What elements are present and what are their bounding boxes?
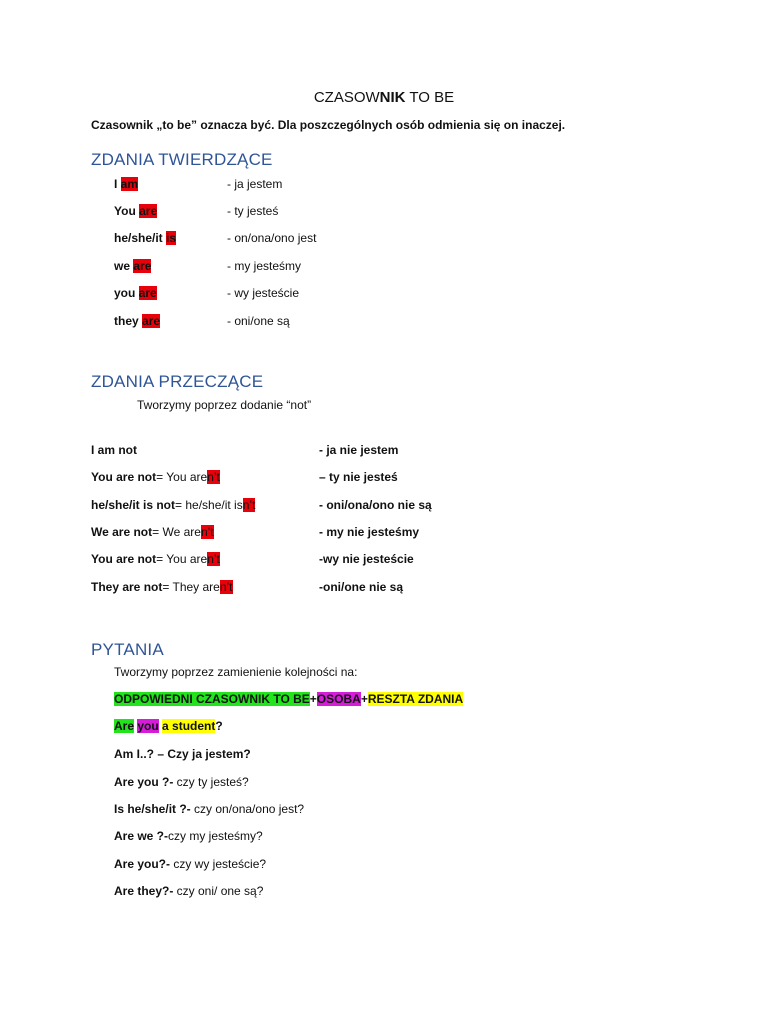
heading-questions: PYTANIA	[91, 640, 164, 659]
verb-highlight: are	[139, 204, 158, 218]
question-row: Are you ?- czy ty jesteś?	[114, 775, 249, 789]
polish-translation: - wy jesteście	[227, 286, 300, 300]
english-form: we are	[114, 259, 152, 273]
formula-verb: ODPOWIEDNI CZASOWNIK TO BE	[114, 692, 310, 706]
formula-person: OSOBA	[316, 692, 361, 706]
polish-translation: - oni/ona/ono nie są	[319, 498, 432, 512]
questions-subtitle: Tworzymy poprzez zamienienie kolejności na:	[114, 665, 358, 679]
polish-translation: -oni/one nie są	[319, 580, 404, 594]
question-row: Are we ?-czy my jesteśmy?	[114, 829, 263, 843]
polish-translation: - ja jestem	[227, 177, 283, 191]
english-form: he/she/it is not= he/she/it isn’t	[91, 498, 256, 512]
title-regular: CZASOW	[313, 89, 380, 106]
contraction-highlight: n’t	[219, 580, 233, 594]
polish-translation: - on/ona/ono jest	[227, 231, 317, 245]
example-person: you	[137, 719, 159, 733]
polish-translation: - ja nie jestem	[319, 443, 399, 457]
verb-highlight: is	[166, 231, 177, 245]
question-row: Are they?- czy oni/ one są?	[114, 884, 264, 898]
question-formula: ODPOWIEDNI CZASOWNIK TO BE+OSOBA+RESZTA ZDANIA	[114, 692, 464, 706]
heading-affirmative: ZDANIA TWIERDZĄCE	[91, 150, 273, 169]
contraction-highlight: n’t	[207, 470, 220, 484]
question-example: Are you a student?	[114, 719, 223, 733]
english-form: You are not= You aren’t	[91, 552, 220, 566]
english-form: We are not= We aren’t	[91, 525, 214, 539]
question-row: Are you?- czy wy jesteście?	[114, 857, 267, 871]
english-form: You are not= You aren’t	[91, 470, 220, 484]
polish-translation: – ty nie jesteś	[319, 470, 398, 484]
intro-bold-2: być	[250, 118, 272, 132]
polish-translation: - oni/one są	[227, 314, 290, 328]
english-form: he/she/it is	[114, 231, 177, 245]
verb-highlight: are	[138, 286, 157, 300]
contraction-highlight: n’t	[242, 498, 256, 512]
title-rest: TO BE	[405, 89, 455, 106]
example-verb: Are	[114, 719, 135, 733]
contraction-highlight: n’t	[207, 552, 220, 566]
intro-rest: . Dla poszczególnych osób odmienia się on inaczej.	[271, 118, 566, 132]
contraction-highlight: n’t	[200, 525, 214, 539]
negative-subtitle: Tworzymy poprzez dodanie “not”	[137, 398, 312, 412]
polish-translation: -wy nie jesteście	[319, 552, 414, 566]
heading-negative: ZDANIA PRZECZĄCE	[91, 372, 264, 391]
question-row: Am I..? – Czy ja jestem?	[114, 747, 251, 761]
english-form: they are	[114, 314, 161, 328]
verb-highlight: are	[133, 259, 152, 273]
polish-translation: - my jesteśmy	[227, 259, 302, 273]
english-form: I am not	[91, 443, 138, 457]
english-form: You are	[114, 204, 158, 218]
intro-paragraph	[91, 118, 565, 132]
polish-translation: - ty jesteś	[227, 204, 279, 218]
title-bold: NIK	[379, 89, 406, 106]
formula-rest: RESZTA ZDANIA	[367, 692, 464, 706]
example-rest: a student	[162, 719, 216, 733]
verb-highlight: are	[142, 314, 161, 328]
english-form: I am	[114, 177, 139, 191]
english-form: you are	[114, 286, 157, 300]
english-form: They are not= They aren’t	[91, 580, 233, 594]
page-title	[0, 89, 768, 106]
question-row: Is he/she/it ?- czy on/ona/ono jest?	[114, 802, 305, 816]
polish-translation: - my nie jesteśmy	[319, 525, 420, 539]
verb-highlight: am	[120, 177, 139, 191]
intro-bold-1: Czasownik „to be” oznacza	[91, 118, 251, 132]
